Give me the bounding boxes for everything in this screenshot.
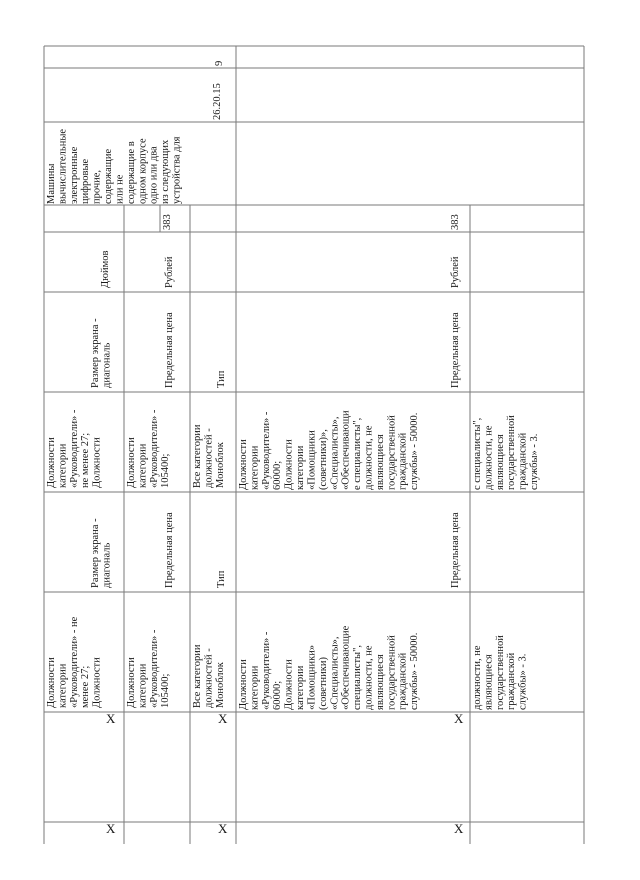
characteristic-type-b: Тип — [216, 370, 227, 388]
value-price-c-2: Должности категории «Руководители» - 105400; — [126, 629, 172, 708]
x-mark-b-1: X — [218, 712, 228, 726]
okei-code-a: 383 — [450, 214, 461, 230]
characteristic-screen-size-d: Размер экрана - диагональ — [90, 318, 113, 388]
value-main-a: Должности категории «Руководители» - 60000; Должности категории «Помощники (советники)», «Специалисты», «Обеспечивающи е специалисты", должности, не являющиеся государственной гражданской службы» - 50000. — [238, 410, 421, 490]
unit-rubles-a: Рублей — [450, 256, 461, 288]
x-mark-d-1: X — [106, 712, 116, 726]
value-screen-size-d: Должности категории «Руководители» - не менее 27; Должности — [46, 409, 103, 488]
product-name: Машины вычислительные электронные цифровые прочие, содержащие или не содержащие в одном корпусе одно или два из следующих устройства для — [46, 128, 183, 204]
row-number: 9 — [214, 60, 225, 66]
x-mark-a-1: X — [454, 712, 464, 726]
x-mark-a-2: X — [454, 822, 464, 836]
characteristic-max-price-c-2: Предельная цена — [164, 512, 175, 588]
characteristic-screen-size-d-2: Размер экрана - диагональ — [90, 518, 113, 588]
characteristic-max-price-c: Предельная цена — [164, 312, 175, 388]
unit-rubles-c: Рублей — [164, 256, 175, 288]
okpd-code: 26.20.15 — [212, 83, 223, 120]
x-mark-b-2: X — [218, 822, 228, 836]
value-screen-size-d-2: Должности категории «Руководители» - не менее 27; Должности — [46, 616, 103, 708]
characteristic-max-price-a-2: Предельная цена — [450, 512, 461, 588]
value-type-b-2: Все категории должностей - Моноблок — [192, 644, 226, 708]
value-top-a: с специалисты", должности, не являющиеся государственной гражданской службы» - 3. — [472, 415, 541, 490]
value-type-b: Все категории должностей - Моноблок — [192, 424, 226, 488]
unit-inches-d: Дюймов — [100, 250, 111, 288]
characteristic-max-price-a: Предельная цена — [450, 312, 461, 388]
value-price-c: Должности категории «Руководители» - 105400; — [126, 409, 172, 488]
value-top-a-2: должности, не являющиеся государственной гражданской службы» - 3. — [472, 635, 529, 710]
x-mark-d-2: X — [106, 822, 116, 836]
value-main-a-2: Должности категории «Руководители» - 60000; Должности категории «Помощники» (советники) «Специалисты», «Обеспечивающие специалисты", должности, не являющиеся государственной гражданской службы» - 50000. — [238, 625, 421, 710]
okei-code-c: 383 — [162, 214, 173, 230]
characteristic-type-b-2: Тип — [216, 570, 227, 588]
